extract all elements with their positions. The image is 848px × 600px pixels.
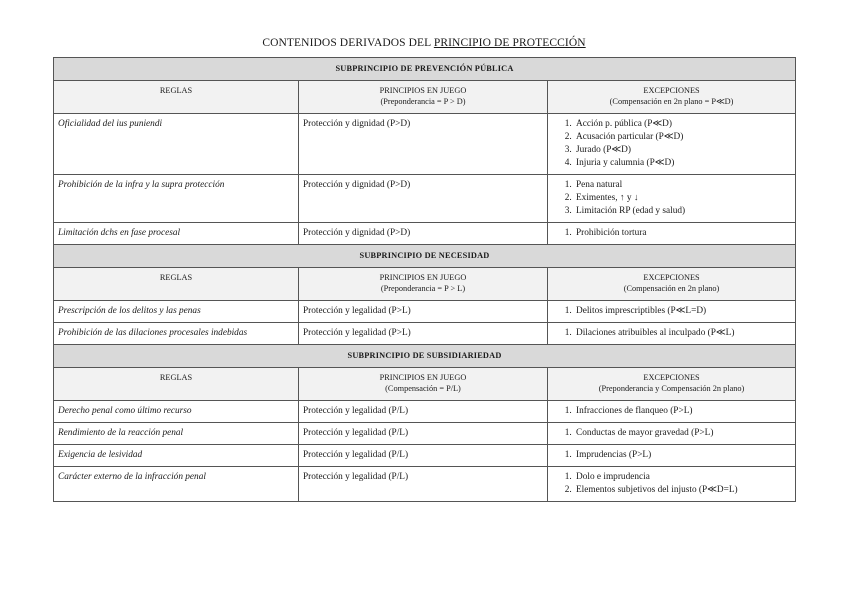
excepciones-cell bbox=[548, 114, 796, 175]
list-item: 1. Prohibición tortura bbox=[574, 227, 791, 240]
excepciones-cell bbox=[548, 445, 796, 467]
list-item: 1. Delitos imprescriptibles (P≪L=D) bbox=[574, 305, 791, 318]
excepciones-cell bbox=[548, 423, 796, 445]
table-row bbox=[54, 445, 796, 467]
excepciones-cell bbox=[548, 401, 796, 423]
principio-cell: Protección y legalidad (P>L) bbox=[299, 323, 548, 345]
excepciones-list bbox=[552, 427, 791, 440]
regla-cell: Rendimiento de la reacción penal bbox=[54, 423, 299, 445]
excepciones-list bbox=[552, 118, 791, 170]
excepciones-cell bbox=[548, 223, 796, 245]
header-principios-sub: (Preponderancia = P > D) bbox=[380, 97, 466, 106]
header-reglas-label: REGLAS bbox=[159, 373, 193, 382]
header-excepciones bbox=[548, 368, 796, 401]
header-principios bbox=[299, 268, 548, 301]
regla-cell: Oficialidad del ius puniendi bbox=[54, 114, 299, 175]
regla-cell: Prohibición de la infra y la supra protección bbox=[54, 175, 299, 223]
header-principios-label: PRINCIPIOS EN JUEGO bbox=[379, 373, 467, 382]
column-header-row bbox=[54, 268, 796, 301]
table-row bbox=[54, 467, 796, 502]
excepciones-cell bbox=[548, 323, 796, 345]
header-principios bbox=[299, 81, 548, 114]
regla-cell: Derecho penal como último recurso bbox=[54, 401, 299, 423]
section-title: SUBPRINCIPIO DE SUBSIDIARIEDAD bbox=[54, 345, 796, 368]
excepciones-cell bbox=[548, 175, 796, 223]
regla-cell: Prescripción de los delitos y las penas bbox=[54, 301, 299, 323]
excepciones-cell bbox=[548, 301, 796, 323]
header-excepciones-label: EXCEPCIONES bbox=[643, 86, 700, 95]
regla-cell: Limitación dchs en fase procesal bbox=[54, 223, 299, 245]
header-reglas bbox=[54, 81, 299, 114]
principio-cell: Protección y dignidad (P>D) bbox=[299, 175, 548, 223]
excepciones-list bbox=[552, 405, 791, 418]
excepciones-list bbox=[552, 305, 791, 318]
regla-cell: Carácter externo de la infracción penal bbox=[54, 467, 299, 502]
header-principios-label: PRINCIPIOS EN JUEGO bbox=[379, 273, 467, 282]
excepciones-list bbox=[552, 327, 791, 340]
table-row bbox=[54, 401, 796, 423]
list-item: 2. Acusación particular (P≪D) bbox=[574, 131, 791, 144]
header-principios-sub: (Preponderancia = P > L) bbox=[380, 284, 466, 293]
regla-cell: Exigencia de lesividad bbox=[54, 445, 299, 467]
excepciones-list bbox=[552, 471, 791, 497]
section-title: SUBPRINCIPIO DE PREVENCIÓN PÚBLICA bbox=[54, 58, 796, 81]
regla-cell: Prohibición de las dilaciones procesales indebidas bbox=[54, 323, 299, 345]
section-title: SUBPRINCIPIO DE NECESIDAD bbox=[54, 245, 796, 268]
principio-cell: Protección y legalidad (P>L) bbox=[299, 301, 548, 323]
column-header-row bbox=[54, 368, 796, 401]
list-item: 3. Limitación RP (edad y salud) bbox=[574, 205, 791, 218]
section-header-row bbox=[54, 58, 796, 81]
excepciones-list bbox=[552, 449, 791, 462]
table-row bbox=[54, 423, 796, 445]
principio-cell: Protección y legalidad (P/L) bbox=[299, 445, 548, 467]
header-excepciones-sub: (Preponderancia y Compensación 2n plano) bbox=[598, 384, 745, 393]
title-prefix: CONTENIDOS DERIVADOS DEL bbox=[262, 37, 434, 49]
header-excepciones-sub: (Compensación en 2n plano = P≪D) bbox=[609, 97, 734, 106]
section-header-row bbox=[54, 245, 796, 268]
principio-cell: Protección y legalidad (P/L) bbox=[299, 423, 548, 445]
list-item: 4. Injuria y calumnia (P≪D) bbox=[574, 157, 791, 170]
excepciones-cell bbox=[548, 467, 796, 502]
principio-cell: Protección y legalidad (P/L) bbox=[299, 467, 548, 502]
principio-cell: Protección y legalidad (P/L) bbox=[299, 401, 548, 423]
section-header-row bbox=[54, 345, 796, 368]
header-principios-sub: (Compensación = P/L) bbox=[385, 384, 461, 393]
header-principios bbox=[299, 368, 548, 401]
header-excepciones bbox=[548, 81, 796, 114]
header-excepciones bbox=[548, 268, 796, 301]
header-reglas bbox=[54, 268, 299, 301]
list-item: 1. Dolo e imprudencia bbox=[574, 471, 791, 484]
header-reglas bbox=[54, 368, 299, 401]
list-item: 1. Conductas de mayor gravedad (P>L) bbox=[574, 427, 791, 440]
document-title bbox=[0, 37, 848, 49]
table-row bbox=[54, 175, 796, 223]
list-item: 2. Elementos subjetivos del injusto (P≪D=L) bbox=[574, 484, 791, 497]
list-item: 1. Pena natural bbox=[574, 179, 791, 192]
table-row bbox=[54, 114, 796, 175]
table-row bbox=[54, 301, 796, 323]
header-reglas-label: REGLAS bbox=[159, 86, 193, 95]
excepciones-list bbox=[552, 227, 791, 240]
principio-cell: Protección y dignidad (P>D) bbox=[299, 114, 548, 175]
principio-cell: Protección y dignidad (P>D) bbox=[299, 223, 548, 245]
header-excepciones-sub: (Compensación en 2n plano) bbox=[623, 284, 720, 293]
list-item: 1. Dilaciones atribuibles al inculpado (P≪L) bbox=[574, 327, 791, 340]
table-row bbox=[54, 223, 796, 245]
list-item: 1. Imprudencias (P>L) bbox=[574, 449, 791, 462]
excepciones-list bbox=[552, 179, 791, 218]
list-item: 1. Acción p. pública (P≪D) bbox=[574, 118, 791, 131]
header-reglas-label: REGLAS bbox=[159, 273, 193, 282]
header-excepciones-label: EXCEPCIONES bbox=[643, 373, 700, 382]
list-item: 1. Infracciones de flanqueo (P>L) bbox=[574, 405, 791, 418]
column-header-row bbox=[54, 81, 796, 114]
list-item: 3. Jurado (P≪D) bbox=[574, 144, 791, 157]
title-underlined: PRINCIPIO DE PROTECCIÓN bbox=[433, 37, 586, 49]
list-item: 2. Eximentes, ↑ y ↓ bbox=[574, 192, 791, 205]
principles-table bbox=[53, 57, 796, 502]
header-excepciones-label: EXCEPCIONES bbox=[643, 273, 700, 282]
header-principios-label: PRINCIPIOS EN JUEGO bbox=[379, 86, 467, 95]
table-row bbox=[54, 323, 796, 345]
